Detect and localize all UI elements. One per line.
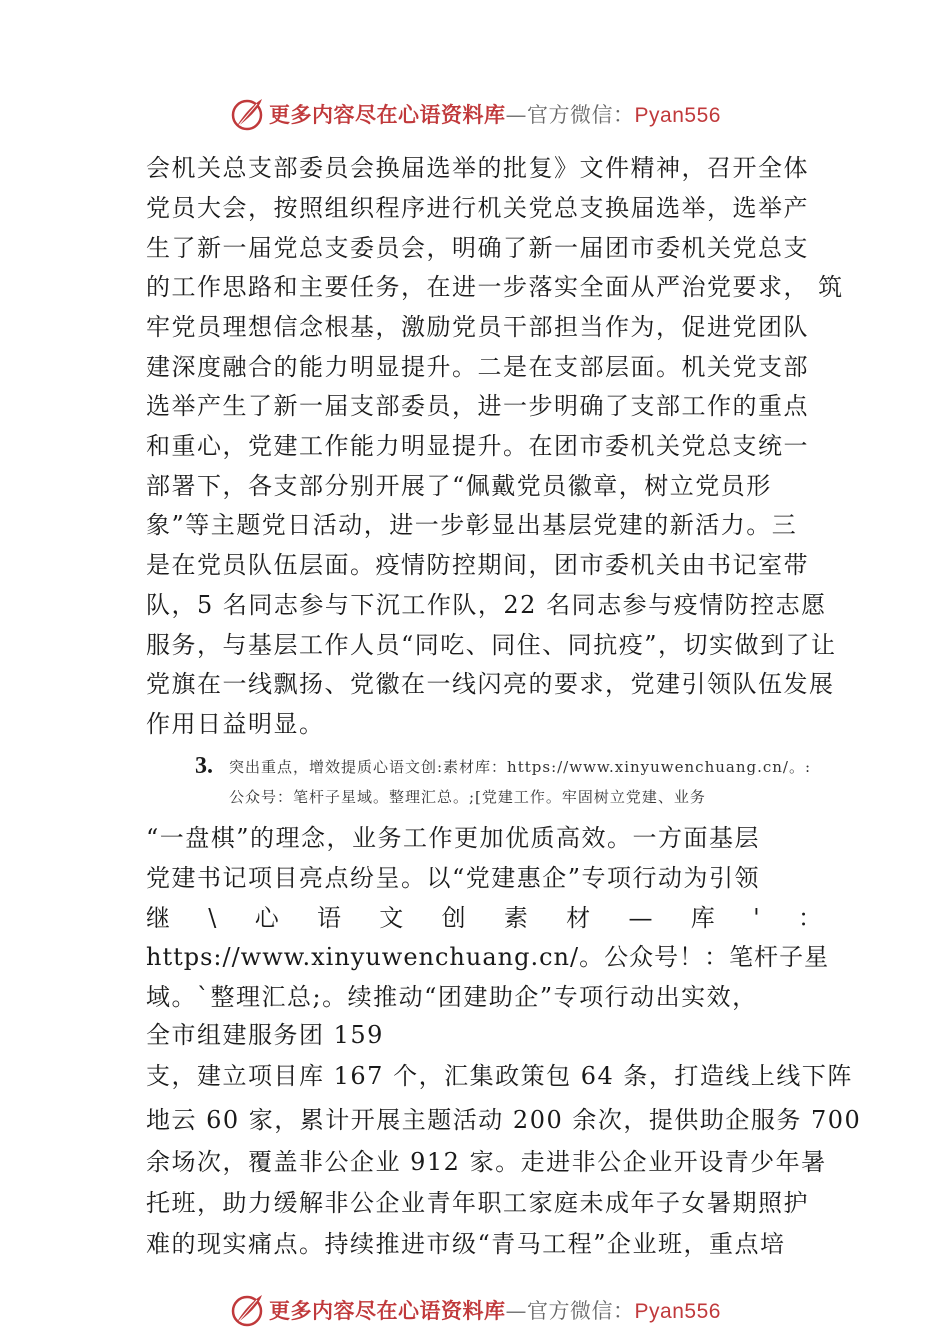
spread-char: \ <box>208 904 217 932</box>
body-line: 党旗在一线飘扬、党徽在一线闪亮的要求，党建引领队伍发展 <box>146 670 835 698</box>
body-line: 的工作思路和主要任务，在进一步落实全面从严治党要求， 筑 <box>146 273 844 301</box>
spread-char: 继 <box>146 904 170 932</box>
spread-char: ' <box>753 904 760 932</box>
spread-char: 语 <box>316 904 341 932</box>
body-line: 地云 60 家，累计开展主题活动 200 余次，提供助企服务 700 <box>146 1106 862 1134</box>
body-line: 服务，与基层工作人员“同吃、同住、同抗疫”，切实做到了让 <box>146 631 837 659</box>
body-line: https://www.xinyuwenchuang.cn/。公众号！：笔杆子星 <box>146 943 830 971</box>
body-line: 全市组建服务团 159 <box>146 1021 384 1049</box>
banner-main: 更多内容尽在心语资料库 <box>269 1298 506 1323</box>
item3-line1: 突出重点，增效提质心语文创:素材库：https://www.xinyuwenchuang.cn/。: <box>229 758 812 776</box>
body-line: 会机关总支部委员会换届选举的批复》文件精神，召开全体 <box>146 154 809 182</box>
body-line: 象”等主题党日活动，进一步彰显出基层党建的新活力。三 <box>146 511 798 539</box>
banner-text <box>269 99 721 129</box>
body-line: 支，建立项目库 167 个，汇集政策包 64 条，打造线上线下阵 <box>146 1062 853 1090</box>
feather-pen-logo-icon <box>229 96 265 132</box>
body-line: 和重心，党建工作能力明显提升。在团市委机关党总支统一 <box>146 432 809 460</box>
spread-char: 心 <box>254 904 279 932</box>
banner-wechat-id: Pyan556 <box>634 104 721 127</box>
body-line: 牢党员理想信念根基，激励党员干部担当作为，促进党团队 <box>146 313 809 341</box>
body-line: 建深度融合的能力明显提升。二是在支部层面。机关党支部 <box>146 353 809 381</box>
body-line: “一盘棋”的理念，业务工作更加优质高效。一方面基层 <box>146 824 761 852</box>
banner-text <box>269 1295 721 1325</box>
body-line: 余场次，覆盖非公企业 912 家。走进非公企业开设青少年暑 <box>146 1148 827 1176</box>
banner-label: 官方微信： <box>527 103 635 127</box>
banner-wechat-id: Pyan556 <box>634 1300 721 1323</box>
feather-pen-logo-icon <box>229 1292 265 1328</box>
header-banner <box>0 94 950 134</box>
body-line: 是在党员队伍层面。疫情防控期间，团市委机关由书记室带 <box>146 551 809 579</box>
body-line: 托班，助力缓解非公企业青年职工家庭未成年子女暑期照护 <box>146 1189 809 1217</box>
body-line: 党建书记项目亮点纷呈。以“党建惠企”专项行动为引领 <box>146 864 761 892</box>
body-line: 选举产生了新一届支部委员，进一步明确了支部工作的重点 <box>146 392 809 420</box>
body-line: 生了新一届党总支委员会，明确了新一届团市委机关党总支 <box>146 234 809 262</box>
banner-dash: — <box>505 1299 528 1323</box>
body-line: 队，5 名同志参与下沉工作队，22 名同志参与疫情防控志愿 <box>146 591 827 619</box>
footer-banner <box>0 1290 950 1330</box>
banner-main: 更多内容尽在心语资料库 <box>269 102 506 127</box>
body-line: 党员大会，按照组织程序进行机关党总支换届选举，选举产 <box>146 194 809 222</box>
item3-line2: 公众号：笔杆子星域。整理汇总。;[党建工作。牢固树立党建、业务 <box>229 788 706 806</box>
spread-char: — <box>628 904 653 932</box>
body-line: 域。`整理汇总;。续推动“团建助企”专项行动出实效， <box>146 983 758 1011</box>
spread-char: 库 <box>690 904 715 932</box>
spread-char: 素 <box>503 904 528 932</box>
body-line: 作用日益明显。 <box>146 710 325 738</box>
spread-line <box>146 903 822 933</box>
banner-label: 官方微信： <box>527 1299 635 1323</box>
item-number: 3. <box>195 753 213 779</box>
body-line: 难的现实痛点。持续推进市级“青马工程”企业班，重点培 <box>146 1230 786 1258</box>
spread-char: ： <box>797 904 822 932</box>
spread-char: 材 <box>566 904 591 932</box>
body-line: 部署下，各支部分别开展了“佩戴党员徽章，树立党员形 <box>146 472 772 500</box>
banner-dash: — <box>505 103 528 127</box>
spread-char: 文 <box>379 904 404 932</box>
spread-char: 创 <box>441 904 466 932</box>
